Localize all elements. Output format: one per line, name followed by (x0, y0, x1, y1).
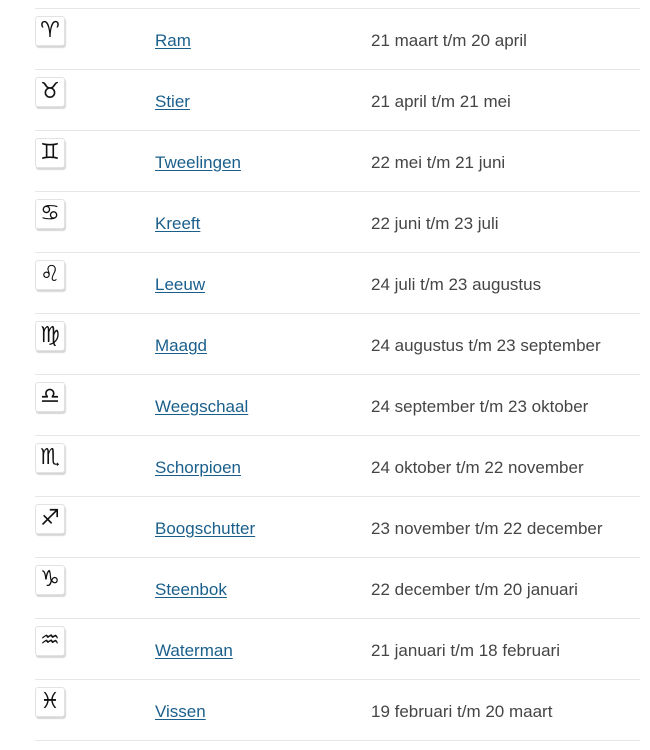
sign-dates: 24 september t/m 23 oktober (371, 397, 589, 416)
sign-link-leeuw[interactable]: Leeuw (155, 275, 206, 294)
table-row (35, 9, 640, 70)
sign-link-schorpioen[interactable]: Schorpioen (155, 458, 242, 477)
aries-icon: ♈︎ (35, 16, 65, 46)
libra-icon: ♎︎ (35, 382, 65, 412)
sign-dates: 24 juli t/m 23 augustus (371, 275, 542, 294)
sign-dates: 21 maart t/m 20 april (371, 31, 527, 50)
sign-link-ram[interactable]: Ram (155, 31, 191, 50)
cancer-icon: ♋︎ (35, 199, 65, 229)
sign-dates: 24 oktober t/m 22 november (371, 458, 584, 477)
table-row (35, 436, 640, 497)
sign-dates: 21 januari t/m 18 februari (371, 641, 560, 660)
table-row (35, 70, 640, 131)
sign-link-weegschaal[interactable]: Weegschaal (155, 397, 249, 416)
sign-link-maagd[interactable]: Maagd (155, 336, 207, 355)
table-row (35, 375, 640, 436)
table-row (35, 253, 640, 314)
table-row (35, 619, 640, 680)
table-row (35, 192, 640, 253)
sign-link-boogschutter[interactable]: Boogschutter (155, 519, 256, 538)
gemini-icon: ♊︎ (35, 138, 65, 168)
aquarius-icon: ♒︎ (35, 626, 65, 656)
table-row (35, 314, 640, 375)
sign-dates: 22 mei t/m 21 juni (371, 153, 506, 172)
virgo-icon: ♍︎ (35, 321, 65, 351)
table-row (35, 497, 640, 558)
sign-dates: 19 februari t/m 20 maart (371, 702, 553, 721)
sign-dates: 23 november t/m 22 december (371, 519, 603, 538)
sign-link-kreeft[interactable]: Kreeft (155, 214, 201, 233)
capricorn-icon: ♑︎ (35, 565, 65, 595)
table-row (35, 131, 640, 192)
sign-link-stier[interactable]: Stier (155, 92, 190, 111)
sign-dates: 24 augustus t/m 23 september (371, 336, 601, 355)
sign-dates: 22 juni t/m 23 juli (371, 214, 499, 233)
scorpio-icon: ♏︎ (35, 443, 65, 473)
sign-dates: 21 april t/m 21 mei (371, 92, 511, 111)
table-row (35, 558, 640, 619)
sagittarius-icon: ♐︎ (35, 504, 65, 534)
pisces-icon: ♓︎ (35, 687, 65, 717)
sign-link-waterman[interactable]: Waterman (155, 641, 233, 660)
sign-link-tweelingen[interactable]: Tweelingen (155, 153, 242, 172)
table-row (35, 680, 640, 741)
sign-link-vissen[interactable]: Vissen (155, 702, 206, 721)
taurus-icon: ♉︎ (35, 77, 65, 107)
sign-dates: 22 december t/m 20 januari (371, 580, 578, 599)
leo-icon: ♌︎ (35, 260, 65, 290)
sign-link-steenbok[interactable]: Steenbok (155, 580, 227, 599)
